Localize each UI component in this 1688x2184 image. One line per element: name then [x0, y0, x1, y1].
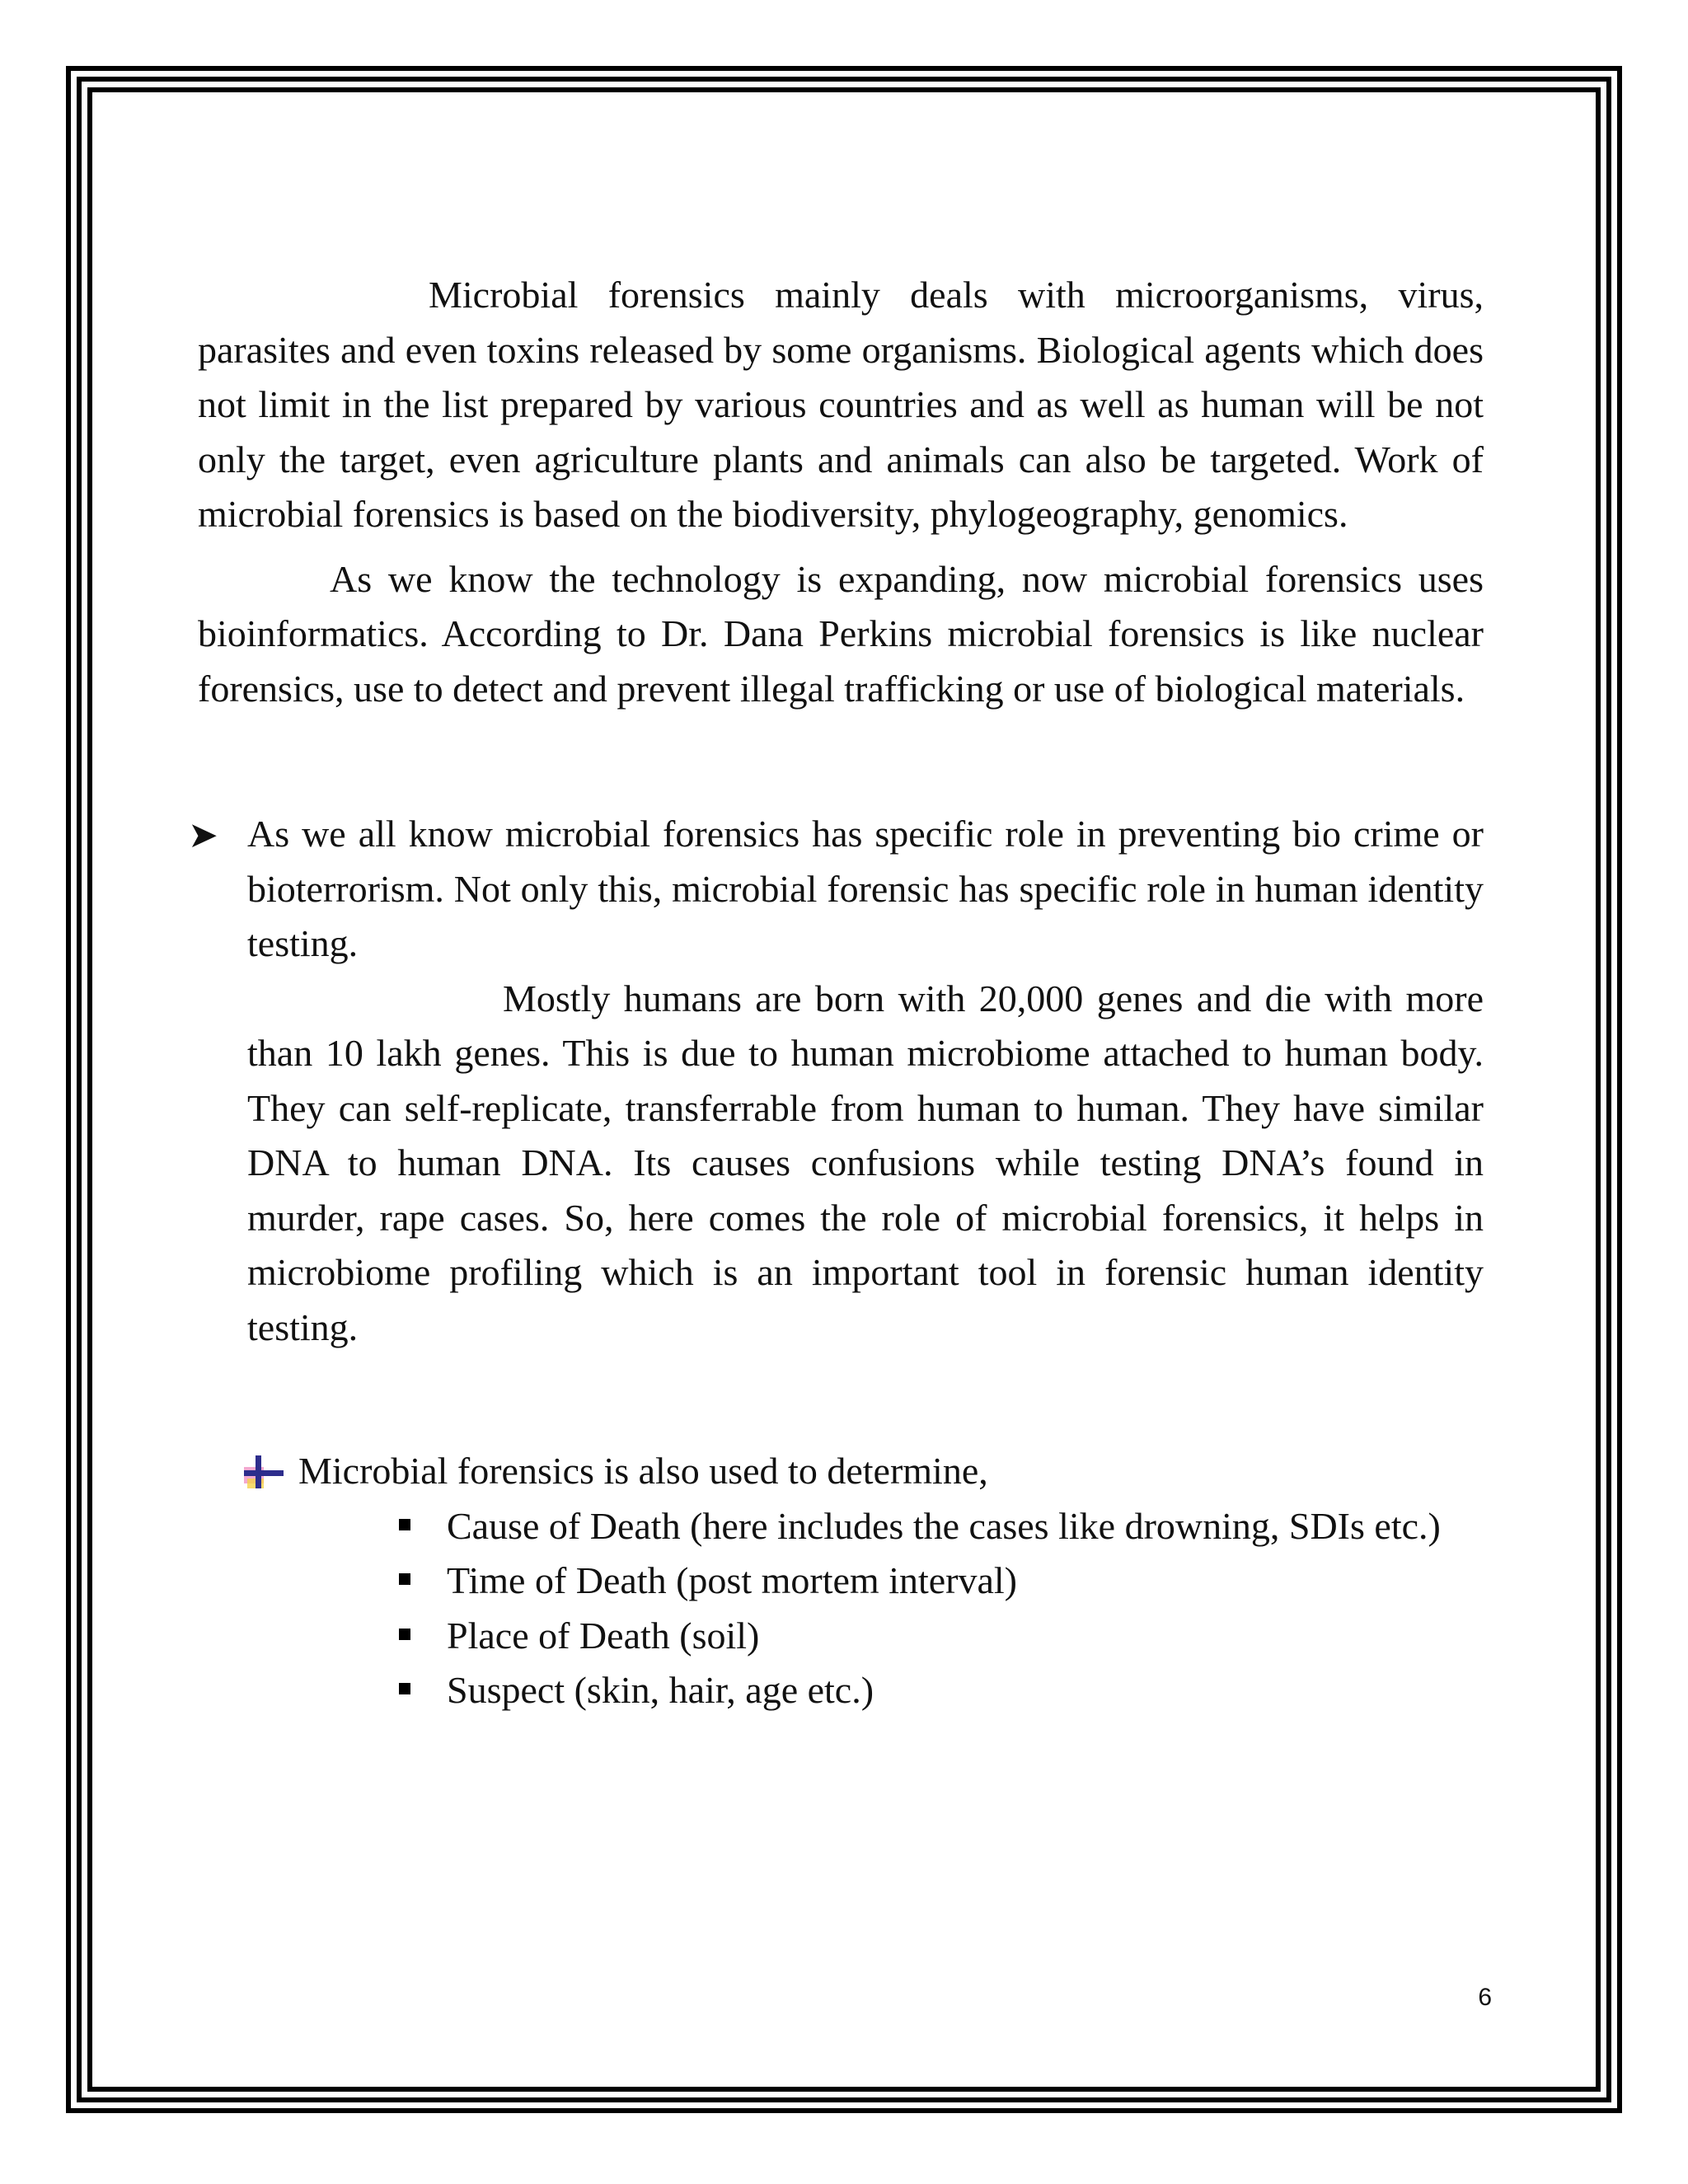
paragraph-intro: Microbial forensics mainly deals with microorganisms, virus, parasites and even toxins released by some organisms. Biological agents which does not limit in the list prepared by various countries and as well as human will be not only the target, even agriculture plants and animals can also be targeted. Work of microbial forensics is based on the biodiversity, phylogeography, genomics. — [198, 274, 1484, 535]
square-bullet-icon — [399, 1683, 410, 1694]
arrow-item-subtext: Mostly humans are born with 20,000 genes and die with more than 10 lakh genes. This is due to human microbiome attached to human body. They can self-replicate, transferrable from human to human. They have similar DNA to human DNA. Its causes confusions while testing DNA’s found in murder, rape cases. So, here comes the role of microbial forensics, it helps in microbiome profiling which is an important tool in forensic human identity testing. — [247, 977, 1484, 1348]
square-bullet-icon — [399, 1519, 410, 1530]
square-bullet-icon — [399, 1629, 410, 1640]
list-item-time-of-death: Time of Death (post mortem interval) — [447, 1554, 1484, 1609]
list-item-suspect: Suspect (skin, hair, age etc.) — [447, 1663, 1484, 1718]
determination-list — [298, 1499, 1484, 1718]
square-bullet-icon — [399, 1573, 410, 1585]
page-number: 6 — [1478, 1984, 1492, 2011]
plus-item-title: Microbial forensics is also used to determine, — [298, 1450, 988, 1492]
list-item-cause-of-death: Cause of Death (here includes the cases like drowning, SDIs etc.) — [447, 1499, 1484, 1554]
arrow-bullet-icon: ➤ — [188, 814, 218, 856]
plus-list-item — [198, 1444, 1484, 1718]
document-body — [188, 268, 1484, 1718]
arrow-item-text: As we all know microbial forensics has specific role in preventing bio crime or bioterrorism. Not only this, microbial forensic has specific role in human identity testing. — [247, 813, 1484, 964]
list-item-place-of-death: Place of Death (soil) — [447, 1609, 1484, 1664]
paragraph-bioinformatics: As we know the technology is expanding, now microbial forensics uses bioinformatics. According to Dr. Dana Perkins microbial forensics is like nuclear forensics, use to detect and prevent illegal trafficking or use of biological materials. — [198, 557, 1484, 710]
plus-bullet-icon — [244, 1455, 284, 1488]
arrow-list-item — [188, 807, 1484, 1355]
